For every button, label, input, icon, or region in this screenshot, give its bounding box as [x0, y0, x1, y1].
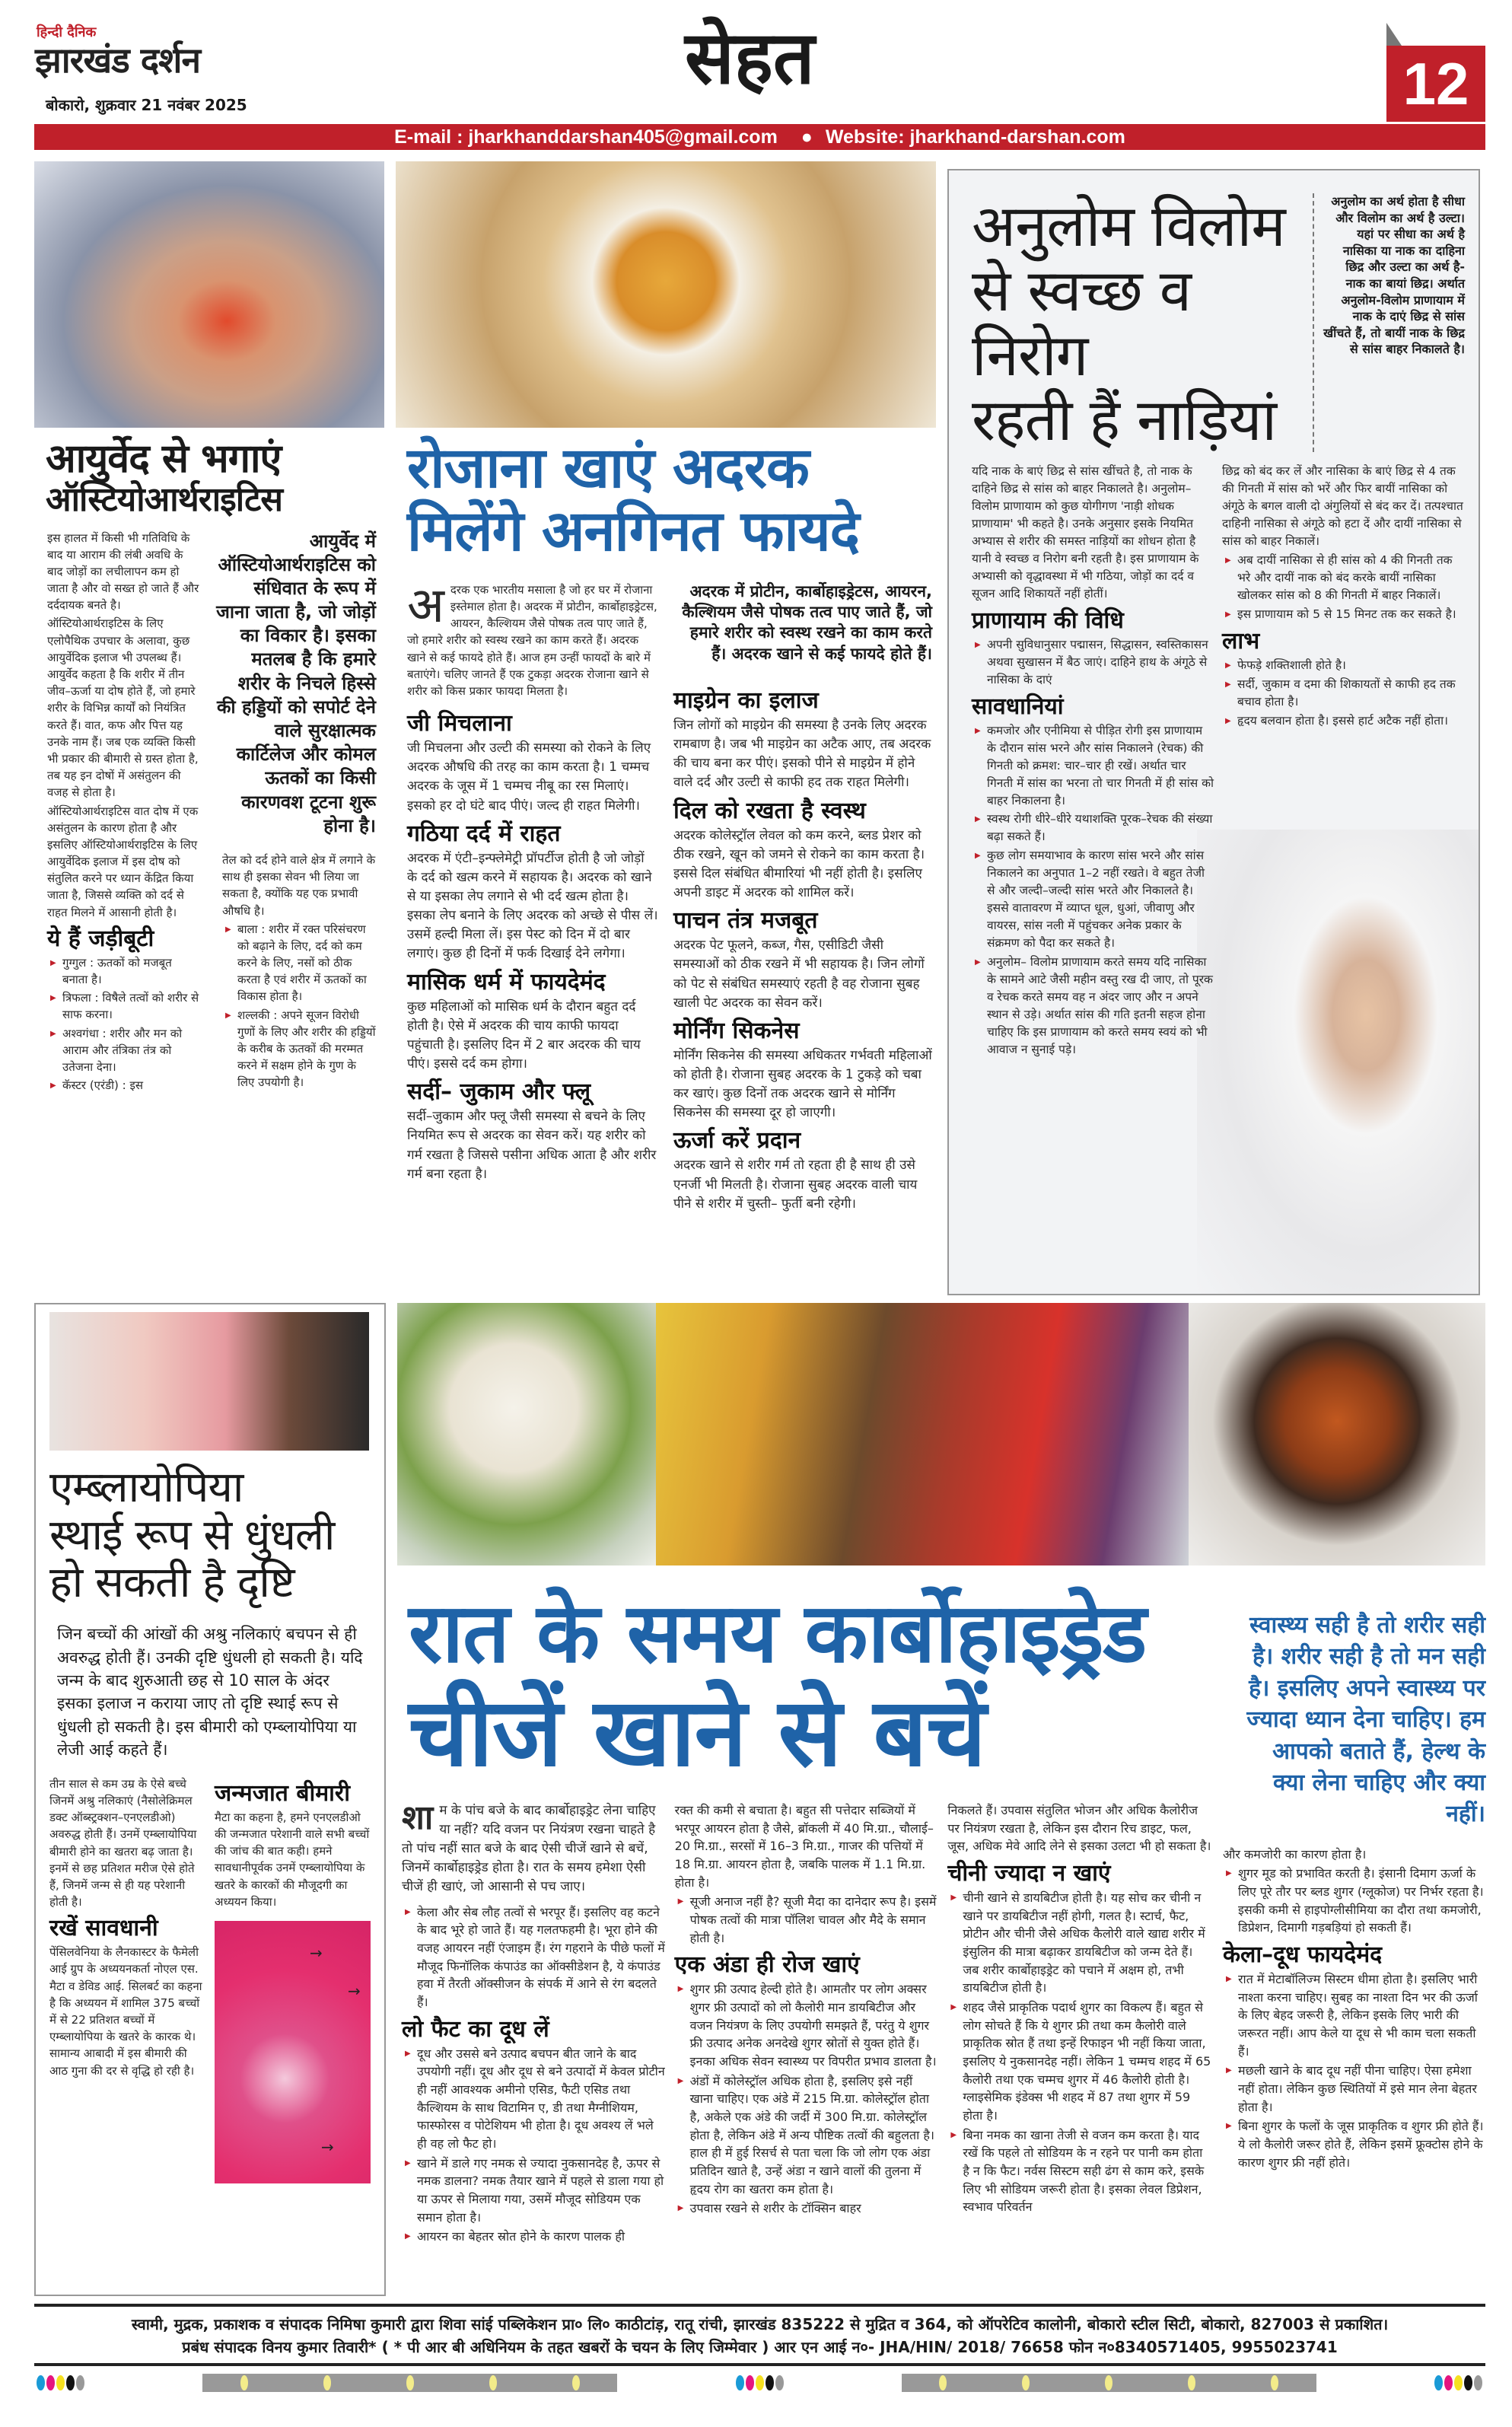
page-corner-decoration [1386, 23, 1402, 46]
bullet-item: ▶ शहद जैसे प्राकृतिक पदार्थ शुगर का विकल्प हैं। बहुत से लोग सोचते हैं कि ये शुगर फ्री तथा कम कैलोरी वाले प्राकृतिक स्रोत हैं तथा इन्हें रिफाइन भी नहीं किया जाता, इसलिए ये नुकसानदेह नहीं। लेकिन 1 चम्मच शहद में 65 कैलोरी तथा एक चम्मच शुगर में 46 कैलोरी होती है। ग्लाइसेमिक इंडेक्स भी शहद में 87 तथा शुगर में 59 होता है। [947, 1999, 1211, 2125]
bullet-item: ▶ शुगर मूड को प्रभावित करती है। इंसानी दिमाग ऊर्जा के लिए पूरे तौर पर ब्लड शुगर (ग्लूकोज) पर निर्भर रहता है। इसकी कमी से हाइपोग्लीसीमिया का दौरा तथा कमजोरी, डिप्रेशन, दिमागी गड़बड़ियां हो सकती हैं। [1223, 1865, 1485, 1937]
arrow-icon: → [310, 1943, 323, 1962]
bullet-item: ▶ अंडों में कोलेस्ट्रॉल अधिक होता है, इसलिए इसे नहीं खाना चाहिए। एक अंडे में 215 मि.ग्रा. कोलेस्ट्रॉल होता है, अकेले एक अंडे की जर्दी में 300 मि.ग्रा. कोलेस्ट्रॉल होता है, लेकिन अंडे में अन्य पौष्टिक तत्वों की बहुलता है। हाल ही में हुई रिसर्च से पता चला कि जो लोग एक अंडा प्रतिदिन खाते है, उन्हें अंडा न खाने वालों की तुलना में हृदय रोग का खतरा कम होता है। [675, 2072, 939, 2199]
bottom-section [34, 1303, 1485, 2296]
amblyopia-headline-line3: हो सकती है दृष्टि [49, 1558, 294, 1608]
drop-cap: शा [402, 1798, 434, 1837]
anulom-headline-line1: अनुलोम विलोम [972, 192, 1285, 260]
osteo-pull-quote: आयुर्वेद में ऑस्टियोआर्थराइटिस को संधिवात के रूप में जाना जाता है, जो जोड़ों का विकार है। इसका मतलब है कि हमारे शरीर के निचले हिस्से की हड्डियों को सपोर्ट देने वाले सुरक्षात्मक कार्टिलेज और कोमल ऊतकों का किसी कारणवश टूटना शुरू होना है। [216, 530, 376, 836]
top-section [34, 161, 1485, 1295]
carbs-pull-quote: स्वास्थ्य सही है तो शरीर सही है। शरीर सही है तो मन सही है। इसलिए अपने स्वास्थ्य पर ज्यादा ध्यान देना चाहिए। हम आपको बताते हैं, हेल्थ के क्या लेना चाहिए और क्या नहीं। [1246, 1612, 1485, 1828]
carbs-content [397, 1565, 1485, 2247]
vegetable-noodles-photo [656, 1303, 1189, 1565]
bullet-item: ▶ मछली खाने के बाद दूध नहीं पीना चाहिए। ऐसा हमेशा नहीं होता। लेकिन कुछ स्थितियों में इसे मान लेना बेहतर होता है। [1223, 2062, 1485, 2116]
ginger-headline-line2: मिलेंगे अनगिनत फायदे [407, 498, 859, 564]
paragraph: रक्त की कमी से बचाता है। बहुत सी पत्तेदार सब्जियों में भरपूर आयरन होता है जैसे, ब्रॉकली में 40 मि.ग्रा., चौलाई–20 मि.ग्रा., सरसों में 16–3 मि.ग्रा., गाजर की पत्तियों में 18 मि.ग्रा. आयरन होता है, जबकि पालक में 1.1 मि.ग्रा. होता है। [674, 1802, 934, 1890]
subheading: रखें सावधानी [49, 1915, 158, 1942]
subheading: माइग्रेन का इलाज [673, 686, 819, 714]
soup-bowl-photo [1189, 1303, 1485, 1565]
carbs-intro-text: म के पांच बजे के बाद कार्बोहाइड्रेट लेना चाहिए या नहीं? यदि वजन पर नियंत्रण रखना चाहते है तो पांच नहीं सात बजे के बाद ऐसी चीजें खाने से बचें, जिनमें कार्बोहाइड्रेड होता है। रात के समय हमेशा ऐसी चीजें ही खाएं, जो आसानी से पच जाए। [402, 1802, 656, 1895]
ginger-article [396, 161, 936, 1215]
ginger-column-2 [673, 683, 932, 1215]
paragraph: यदि नाक के बाएं छिद्र से सांस खींचते है, तो नाक के दाहिने छिद्र से सांस को बाहर निकालते है। अनुलोम–विलोम प्राणायाम को कुछ योगीगण 'नाड़ी शोधक प्राणायाम' भी कहते है। उनके अनुसार इसके नियमित अभ्यास से शरीर की समस्त नाड़ियों का शोधन होता है यानी वे स्वच्छ व निरोग बनी रहती है। इस प्राणायाम के अभ्यासी को वृद्धावस्था में भी गठिया, जोड़ों का दर्द व सूजन आदि शिकायतें नहीं होतीं। [972, 464, 1199, 600]
footer-rule-top [34, 2304, 1485, 2307]
bullet-item: ▶ खाने में डाले गए नमक से ज्यादा नुकसानदेह है, ऊपर से नमक डालना? नमक तैयार खाने में पहले से डाला गया हो या ऊपर से मिलाया गया, उसमें मौजूद सोडियम एक समान होता है। [402, 2155, 666, 2227]
amblyopia-intro: जिन बच्चों की आंखों की अश्रु नलिकाएं बचपन से ही अवरुद्ध होती हैं। उनकी दृष्टि धुंधली हो सकती है। यदि जन्म के बाद शुरुआती छह से 10 साल के अंदर इसका इलाज न कराया जाए तो दृष्टि स्थाई रूप से धुंधली हो सकती है। इस बीमारी को एम्ब्लायोपिया या लेजी आई कहते हैं। [57, 1625, 363, 1760]
amblyopia-column-2 [215, 1776, 371, 1912]
drop-cap: अ [407, 577, 444, 634]
subheading: लो फैट का दूध लें [402, 2015, 549, 2043]
amblyopia-headline-line2: स्थाई रूप से धुंधली [49, 1510, 335, 1560]
paragraph: मैटा का कहना है, हमने एनएलडीओ की जन्मजात परेशानी वाले सभी बच्चों की जांच की बात कही। हमने सावधानीपूर्वक उनमें एम्ब्लायोपिया के खतरे के कारकों की मौजूदगी का अध्ययन किया। [215, 1810, 370, 1909]
bullet-item: ▶ बिना शुगर के फलों के जूस प्राकृतिक व शुगर फ्री होते हैं। ये लो कैलोरी जरूर होते हैं, लेकिन इसमें फ्रूक्टोस होने के कारण शुगर फ्री नहीं होते। [1223, 2117, 1485, 2171]
anulom-headline-line3: रहती हैं नाड़ियां [972, 386, 1277, 454]
retina-photo [215, 1921, 371, 2183]
ginger-intro [407, 577, 658, 699]
subheading: चीनी ज्यादा न खाएं [947, 1859, 1111, 1887]
anulom-column-2 [1222, 463, 1465, 731]
bullet-item: ▶ चीनी खाने से डायबिटीज होती है। यह सोच कर चीनी न खाने पर डायबिटीज नहीं होगी, गलत है। स्टार्च, फैट, प्रोटीन और चीनी जैसे अधिक कैलोरी वाले खाद्य शरीर में इंसुलिन की मात्रा बढ़ाकर डायबिटीज को जन्म देते हैं। जब शरीर कार्बोहाइड्रेट को पचाने में अक्षम हो, तभी डायबिटीज होती है। [947, 1889, 1211, 1997]
website-text: Website: jharkhand-darshan.com [825, 126, 1125, 148]
bullet-item: ▶ कॅस्टर (एरंडी) : इस [47, 1077, 199, 1094]
amblyopia-headline [49, 1464, 369, 1607]
bullet-item: ▶ अपनी सुविधानुसार पद्मासन, सिद्धासन, स्वस्तिकासन अथवा सुखासन में बैठ जाएं। दाहिने हाथ के अंगूठे से नासिका के दाएं [972, 636, 1214, 689]
amblyopia-column-1 [49, 1776, 203, 2081]
paragraph: कुछ महिलाओं को मासिक धर्म के दौरान बहुत दर्द होती है। ऐसे में अदरक की चाय काफी फायदा पहुंचाती है। इसलिए दिन में 2 बार अदरक की चाय पीएं। इससे दर्द कम होगा। [407, 999, 641, 1072]
paragraph: जी मिचलना और उल्टी की समस्या को रोकने के लिए अदरक औषधि की तरह का काम करता है। 1 चम्मच अदरक के जूस में 1 चम्मच नीबू का रस मिलाएं। इसको हर दो घंटे बाद पीएं। जल्द ही राहत मिलेगी। [407, 741, 651, 814]
paragraph: ऑस्टियोआर्थराइटिस वात दोष में एक असंतुलन के कारण होता है और इसलिए ऑस्टियोआर्थराइटिस के लिए आयुर्वेदिक इलाज में इस दोष को संतुलित करने पर ध्यान केंद्रित किया जाता है, जिससे व्यक्ति को दर्द से राहत मिलने में आसानी होती है। [47, 804, 199, 919]
paragraph: मोर्निंग सिकनेस की समस्या अधिकतर गर्भवती महिलाओं को होती है। रोजाना सुबह अदरक के 1 टुकड़े को चबा कर खाएं। कुछ दिनों तक अदरक खाने से मोर्निंग सिकनेस की समस्या दूर हो जाएगी। [673, 1047, 932, 1121]
anulom-column-1 [972, 463, 1214, 1059]
paragraph: तीन साल से कम उम्र के ऐसे बच्चे जिनमें अश्रु नलिकाएं (नैसोलेक्रिमल डक्ट ऑब्स्ट्रक्शन–एनएलडीओ) अवरुद्ध होती हैं। उनमें एम्ब्लायोपिया बीमारी होने का खतरा बढ़ जाता है। इनमें से छह प्रतिशत मरीज ऐसे होते हैं, जिनमें जन्म से ही यह परेशानी होती है। [49, 1776, 197, 1909]
knee-pain-photo [34, 161, 384, 428]
subheading: सावधानियां [972, 693, 1064, 720]
subheading: केला–दूध फायदेमंद [1223, 1941, 1383, 1969]
paragraph: ऑस्टियोआर्थराइटिस के लिए एलोपैथिक उपचार के अलावा, कुछ आयुर्वेदिक इलाज भी उपलब्ध हैं। आयुर्वेद कहता है कि शरीर में तीन जीव–ऊर्जा या दोष होते हैं, जो हमारे शरीर के विभिन्न कार्यों को नियंत्रित करते हैं। वात, कफ और पित्त यह उनके नाम हैं। जब एक व्यक्ति किसी भी प्रकार की बीमारी से ग्रस्त होता है, तब यह इन दोषों में असंतुलन की वजह से होता है। [47, 616, 199, 800]
subheading: जन्मजात बीमारी [215, 1779, 350, 1807]
bullet-item: ▶ हृदय बलवान होता है। इससे हार्ट अटैक नहीं होता। [1222, 712, 1465, 730]
bullet-item: ▶ अब दायीं नासिका से ही सांस को 4 की गिनती तक भरे और दायीं नाक को बंद करके बायीं नासिका खोलकर सांस को 8 की गिनती में बाहर निकालें। [1222, 552, 1465, 604]
carbs-right-column [1223, 1565, 1485, 2173]
bullet-item: ▶ दूध और उससे बने उत्पाद बचपन बीत जाने के बाद उपयोगी नहीं। दूध और दूध से बने उत्पादों में केवल प्रोटीन ही नहीं आवश्यक अमीनो एसिड, फैटी एसिड तथा कैल्शियम के साथ विटामिन ए, डी तथा मैग्नीशियम, फास्फोरस व पोटेशियम भी होता है। दूध अवश्य लें भले ही वह लो फैट हो। [402, 2045, 666, 2153]
ginger-pull-quote: अदरक में प्रोटीन, कार्बोहाइड्रेटस, आयरन, कैल्शियम जैसे पोषक तत्व पाए जाते हैं, जो हमारे शरीर को स्वस्थ रखने का काम करते हैं। अदरक खाने से कई फायदे होते हैं। [682, 581, 932, 663]
amblyopia-box [34, 1303, 386, 2296]
anulom-headline-line2: से स्वच्छ व निरोग [972, 256, 1192, 390]
carbs-main [397, 1565, 1211, 2247]
eye-exam-photo [49, 1312, 369, 1451]
ginger-photo [396, 161, 936, 428]
osteo-headline-line1: आयुर्वेद से भगाएं [46, 436, 282, 482]
carbs-article [397, 1303, 1485, 2247]
email-text: E-mail : jharkhanddarshan405@gmail.com [394, 126, 778, 148]
osteo-body [34, 530, 384, 1096]
anulom-divider [1313, 193, 1314, 452]
amblyopia-body [49, 1776, 371, 2183]
ginger-headline [407, 437, 932, 563]
osteo-headline-line2: ऑस्टियोआर्थराइटिस [46, 480, 283, 520]
osteo-column-2 [215, 852, 376, 1093]
dateline: बोकारो, शुक्रवार 21 नवंबर 2025 [46, 96, 247, 114]
subheading: प्राणायाम की विधि [972, 607, 1124, 634]
subheading: सर्दी– जुकाम और फ्लू [407, 1078, 591, 1106]
carbs-first-column [402, 1798, 666, 2247]
bullet-item: ▶ शुगर फ्री उत्पाद हेल्दी होते है। आमतौर पर लोग अक्सर शुगर फ्री उत्पादों को लो कैलोरी मान डायबिटीज और वजन नियंत्रण के लिए उपयोगी समझते हैं, परंतु ये शुगर फ्री उत्पाद अनेक अनदेखे शुगर स्रोतों से युक्त होते हैं। इनका अधिक सेवन स्वास्थ्य पर विपरीत प्रभाव डालता है। [675, 1980, 939, 2070]
subheading: मासिक धर्म में फायदेमंद [407, 968, 606, 995]
bullet-item: ▶ इस प्राणायाम को 5 से 15 मिनट तक कर सकते है। [1222, 606, 1465, 623]
imprint-line-1: स्वामी, मुद्रक, प्रकाशक व संपादक निमिषा कुमारी द्वारा शिवा सांई पब्लिकेशन प्रा० लि० काठीटांड़, रातू रांची, झारखंड 835222 से मुद्रित व 364, को ऑपरेटिव कालोनी, बोकारो स्टील सिटी, बोकारो, 827003 से प्रकाशित। [131, 2315, 1389, 2333]
masthead-tagline: हिन्दी दैनिक [37, 24, 97, 40]
bullet-item: ▶ त्रिफला : विषैले तत्वों को शरीर से साफ करना। [47, 989, 199, 1023]
paragraph: इस हालत में किसी भी गतिविधि के बाद या आराम की लंबी अवधि के बाद जोड़ों का लचीलापन कम हो जाता है और वो सख्त हो जाते हैं और दर्ददायक बनते है। [47, 530, 199, 613]
arrow-icon: → [348, 1981, 361, 2000]
bullet-item: ▶ फेफड़े शक्तिशाली होते है। [1222, 657, 1465, 674]
anulom-header [972, 193, 1465, 452]
subheading: ये हैं जड़ीबूटी [47, 925, 154, 952]
carbs-column-2 [675, 1801, 939, 2219]
imprint-line-2: प्रबंध संपादक विनय कुमार तिवारी* ( * पी आर बी अधिनियम के तहत खबरों के चयन के लिए जिम्मेवार ) आर एन आई न०- JHA/HIN/ 2018/ 76658 फोन न०8340571405, 9955023741 [182, 2338, 1338, 2356]
subheading: ऊर्जा करें प्रदान [673, 1127, 801, 1155]
carbs-intro [402, 1798, 666, 1897]
bullet-item: ▶ बिना नमक का खाना तेजी से वजन कम करता है। याद रखें कि पहले तो सोडियम के न रहने पर पानी कम होता है न कि फैट। नर्वस सिस्टम सही ढंग से काम करे, इसके लिए भी सोडियम जरूरी होता है। इसका लेवल डिप्रेशन, स्वभाव परिवर्तन [947, 2126, 1211, 2216]
anulom-body [972, 463, 1465, 1059]
subheading: दिल को रखता है स्वस्थ [673, 797, 866, 824]
anulom-box [947, 169, 1480, 1295]
bullet-item: ▶ गुग्गुल : ऊतकों को मजबूत बनाता है। [47, 954, 199, 988]
paragraph: अदरक कोलेस्ट्रॉल लेवल को कम करने, ब्लड प्रेशर को ठीक रखने, खून को जमने से रोकने का काम करता है। इससे दिल संबंधित बीमारियां भी नहीं होती है। इसलिए अपनी डाइट में अदरक को शामिल करें। [673, 827, 925, 901]
paragraph: सर्दी–जुकाम और फ्लू जैसी समस्या से बचने के लिए नियमित रूप से अदरक का सेवन करें। यह शरीर को गर्म रखता है जिससे पसीना अधिक आता है और शरीर गर्म बना रहता है। [407, 1109, 657, 1182]
carbs-headline-line1: रात के समय कार्बोहाइड्रेड [409, 1586, 1147, 1681]
osteo-headline [46, 437, 380, 519]
registration-marks [37, 2375, 84, 2390]
bullet-item: ▶ अश्वगंधा : शरीर और मन को आराम और तंत्रिका तंत्र को उतेजना देना। [47, 1025, 199, 1076]
bullet-item: ▶ कुछ लोग समयाभाव के कारण सांस भरने और सांस निकालने का अनुपात 1–2 नहीं रखते। वे बहुत तेजी से और जल्दी–जल्दी सांस भरते और निकालते है। इससे वातावरण में व्याप्त धूल, धुआं, जीवाणु और वायरस, सांस नली में पहुंचकर अनेक प्रकार के संक्रमण को पैदा कर सकते है। [972, 847, 1214, 952]
osteo-article [34, 161, 384, 1095]
registration-marks [1434, 2375, 1482, 2390]
paragraph: और कमजोरी का कारण होता है। [1223, 1846, 1367, 1862]
subheading: मोर्निंग सिकनेस [673, 1017, 800, 1044]
bullet-item: ▶ उपवास रखने से शरीर के टॉक्सिन बाहर [675, 2199, 939, 2218]
paragraph: अदरक पेट फूलने, कब्ज, गैस, एसीडिटी जैसी समस्याओं को ठीक रखने में भी सहायक है। जिन लोगों को पेट से संबंधित समस्याएं रहती है वह रोजाना सुबह खाली पेट अदरक का सेवन करें। [673, 938, 925, 1011]
ginger-intro-text: दरक एक भारतीय मसाला है जो हर घर में रोजाना इस्तेमाल होता है। अदरक में प्रोटीन, कार्बोहाइड्रेटस, आयरन, कैल्शियम जैसे पोषक तत्व पाए जाते हैं, जो हमारे शरीर को स्वस्थ रखने का काम करते हैं। अदरक खाने से कई फायदे होते हैं। आज हम उन्हीं फायदों के बारे में बताएंगे। चलिए जानते हैं एक टुकड़ा अदरक रोजाना खाने से शरीर को किस प्रकार फायदा मिलता है। [407, 582, 657, 698]
color-calibration-bar [202, 2374, 617, 2392]
anulom-sidebar: अनुलोम का अर्थ होता है सीधा और विलोम का अर्थ है उल्टा। यहां पर सीधा का अर्थ है नासिका या नाक का दाहिना छिद्र और उल्टा का अर्थ है- नाक का बायां छिद्र। अर्थात अनुलोम-विलोम प्राणायाम में नाक के दाएं छिद्र से सांस खींचते हैं, तो बायीं नाक के छिद्र से सांस बाहर निकालते है। [1323, 194, 1465, 357]
ginger-body [396, 577, 936, 1215]
bullet-icon: ● [801, 126, 813, 148]
osteo-column-1 [47, 530, 199, 1096]
subheading: लाभ [1222, 627, 1260, 655]
paragraph: अदरक में एंटी–इन्फ्लेमेट्री प्रॉपर्टीज होती है जो जोड़ों के दर्द को खत्म करने में सहायक है। अदरक को खाने से या इसका लेप लगाने से भी दर्द खत्म होता है। इसका लेप बनाने के लिए अदरक को अच्छे से पीस लें। उसमें हल्दी मिला लें। इस पेस्ट को दिन में दो बार लगाएं। कुछ ही दिनों में फर्क दिखाई देने लगेगा। [407, 850, 658, 962]
bullet-item: ▶ सर्दी, जुकाम व दमा की शिकायतों से काफी हद तक बचाव होता है। [1222, 676, 1465, 711]
carbs-column-4 [1223, 1846, 1485, 2174]
ginger-column-1 [407, 705, 658, 1186]
carbs-headline-line2: चीजें खाने से बचें [409, 1677, 986, 1788]
paragraph: तेल को दर्द होने वाले क्षेत्र में लगाने के साथ ही इसका सेवन भी लिया जा सकता है, क्योंकि यह एक प्रभावी औषधि है। [222, 852, 376, 918]
page-number: 12 [1386, 46, 1485, 122]
subheading: एक अंडा ही रोज खाएं [674, 1951, 860, 1979]
subheading: पाचन तंत्र मजबूत [673, 907, 818, 935]
masthead [0, 0, 1512, 152]
carbs-column-1 [402, 1903, 666, 2247]
bullet-item: ▶ स्वस्थ रोगी धीरे–धीरे यथाशक्ति पूरक–रेचक की संख्या बढ़ा सकते हैं। [972, 811, 1214, 846]
bullet-item: ▶ बाला : शरीर में रक्त परिसंचरण को बढ़ाने के लिए, दर्द को कम करने के लिए, नसों को ठीक करता है एवं शरीर में ऊतकों का विकास होता है। [222, 921, 376, 1005]
carbs-column-3 [947, 1801, 1211, 2218]
carbs-columns [397, 1798, 1211, 2247]
color-calibration-bar [902, 2374, 1316, 2392]
anulom-headline [972, 193, 1304, 452]
carbs-headline [409, 1588, 1208, 1786]
rice-salad-photo [397, 1303, 656, 1565]
paragraph: निकलते हैं। उपवास संतुलित भोजन और अधिक कैलोरीज पर नियंत्रण रखता है, लेकिन इस दौरान रिच डाइट, फल, जूस, अधिक मेवे आदि लेने से इसका उलटा भी हो सकता है। [947, 1802, 1211, 1854]
amblyopia-headline-line1: एम्ब्लायोपिया [49, 1463, 244, 1512]
subheading: जी मिचलाना [407, 710, 512, 737]
print-marks [37, 2374, 1482, 2392]
arrow-icon: → [321, 2137, 334, 2156]
bullet-item: ▶ शल्लकी : अपने सूजन विरोधी गुणों के लिए और शरीर की हड्डियों के करीब के ऊतकों की मरम्मत करने में सक्षम होने के गुण के लिए उपयोगी है। [222, 1007, 376, 1091]
ginger-headline-line1: रोजाना खाएं अदरक [407, 435, 809, 501]
bullet-item: ▶ अनुलोम– विलोम प्राणायाम करते समय यदि नासिका के सामने आटे जैसी महीन वस्तु रख दी जाए, तो पूरक व रेचक करते समय वह न अंदर जाए और न अपने स्थान से उड़े। अर्थात सांस की गति इतनी सहज होना चाहिए कि इस प्राणायाम को करते समय स्वयं को भी आवाज न सुनाई पड़े। [972, 954, 1214, 1059]
paragraph: अदरक खाने से शरीर गर्म तो रहता ही है साथ ही उसे एनर्जी भी मिलती है। रोजाना सुबह अदरक वाली चाय पीने से शरीर में चुस्ती– फुर्ती बनी रहेगी। [673, 1158, 918, 1212]
registration-marks [736, 2375, 784, 2390]
bullet-item: ▶ रात में मेटाबॉलिज्म सिस्टम धीमा होता है। इसलिए भारी नाश्ता करना चाहिए। सुबह का नाश्ता दिन भर की ऊर्जा के लिए बेहद जरूरी है, लेकिन इसके लिए भारी की जरूरत नहीं। आप केले या दूध से भी काम चला सकती हैं। [1223, 1970, 1485, 2060]
carbs-photos [397, 1303, 1485, 1565]
bullet-item: ▶ सूजी अनाज नहीं है? सूजी मैदा का दानेदार रूप है। इसमें पोषक तत्वों की मात्रा पॉलिश चावल और मैदे के समान होती है। [675, 1893, 939, 1947]
contact-bar [34, 124, 1485, 150]
amblyopia-right-column [215, 1776, 371, 2183]
bullet-item: ▶ केला और सेब लौह तत्वों से भरपूर हैं। इसलिए वह कटने के बाद भूरे हो जाते हैं। यह गलतफहमी है। भूरा होने की वजह आयरन नहीं एंजाइम हैं। रंग गहराने के पीछे फलों में मौजूद फिनॉलिक कंपाउंड का ऑक्सीडेशन है, ये कंपाउंड हवा में तैरती ऑक्सीजन के संपर्क में आने से रंग बदलते हैं। [402, 1903, 666, 2011]
paragraph: जिन लोगों को माइग्रेन की समस्या है उनके लिए अदरक रामबाण है। जब भी माइग्रेन का अटैक आए, तब अदरक की चाय बना कर पीएं। इसको पीने से माइग्रेन में होने वाले दर्द और उल्टी से काफी हद तक राहत मिलेगी। [673, 717, 931, 791]
ginger-right-column [673, 581, 932, 1215]
section-title: सेहत [685, 15, 815, 100]
subheading: गठिया दर्द में राहत [407, 820, 561, 847]
osteo-right-column [215, 530, 376, 1093]
paragraph: छिद्र को बंद कर लें और नासिका के बाएं छिद्र से 4 तक की गिनती में सांस को भरें और फिर बायीं नासिका को अंगूठे के बगल वाली दो अंगुलियों से बंद कर दें। तत्पश्चात दाहिनी नासिका से अंगूठे को हटा दें और दायीं नासिका से सांस को बाहर निकालें। [1222, 464, 1463, 549]
bullet-item: ▶ आयरन का बेहतर स्रोत होने के कारण पालक ही [402, 2228, 666, 2246]
bullet-item: ▶ कमजोर और एनीमिया से पीड़ित रोगी इस प्राणायाम के दौरान सांस भरने और सांस निकालने (रेचक) की गिनती को क्रमश: चार–चार ही रखें। अर्थात चार गिनती में सांस का भरना तो चार गिनती में ही सांस को बाहर निकालना है। [972, 722, 1214, 810]
newspaper-name: झारखंड दर्शन [35, 40, 200, 81]
paragraph: पेंसिलवेनिया के लैनकास्टर के फैमेली आई ग्रुप के अध्ययनकर्ता नोएल एस. मैटा व डेविड आई. सिलबर्ट का कहना है कि अध्ययन में शामिल 375 बच्चों में से 22 प्रतिशत बच्चों में एम्ब्लायोपिया के खतरे के कारक थे। सामान्य आबादी में इस बीमारी की आठ गुना की दर से वृद्धि हो रही है। [49, 1945, 202, 2078]
ginger-left-column [407, 577, 658, 1186]
footer-rule-bottom [34, 2363, 1485, 2366]
